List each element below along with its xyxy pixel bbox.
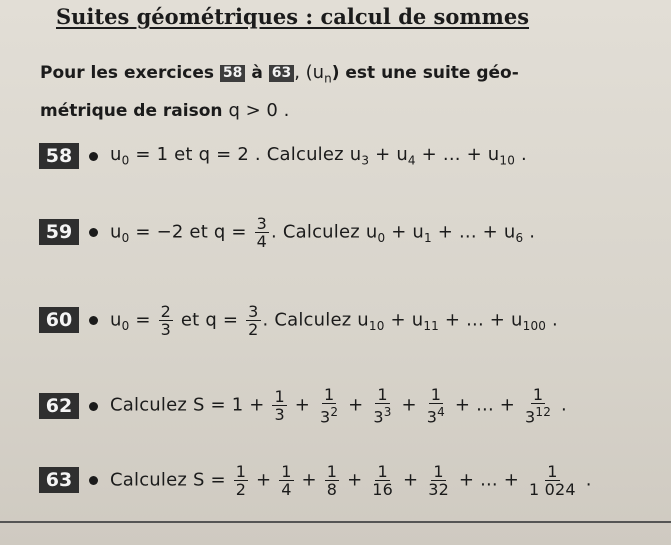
exercise-62 [39,382,567,430]
exercise-ref-badge: 63 [269,65,294,82]
fraction: $\frac{1}{1 024}$ [529,461,576,499]
bullet-icon [89,402,98,411]
ratio-condition: q > 0 . [228,99,290,121]
fraction: $\frac{1}{8}$ [326,461,338,499]
fraction: $\frac{1}{3^2}$ [320,385,339,427]
exercise-number-badge: 63 [39,467,79,493]
bullet-icon [89,316,98,325]
fraction: $\frac{1}{3^3}$ [373,385,392,427]
fraction: $\frac{2}{3}$ [160,301,171,339]
sequence-symbol: , ($u_n$ [294,62,332,86]
intro-line-1 [40,57,660,95]
fraction: $\frac{1}{3^4}$ [426,385,445,427]
intro-text: à [251,63,263,83]
page-title: Suites géométriques : calcul de sommes [56,4,530,29]
fraction: $\frac{1}{32}$ [428,461,449,499]
bullet-icon [89,152,98,161]
intro-text: Pour les exercices [40,63,214,83]
fraction: $\frac{1}{2}$ [235,461,247,499]
fraction: $\frac{1}{3}$ [274,387,285,425]
exercise-number-badge: 60 [39,307,79,333]
fraction: $\frac{3}{2}$ [248,301,259,339]
intro-line-2 [40,95,660,127]
bullet-icon [89,476,98,485]
intro-paragraph [40,57,660,127]
fraction: $\frac{1}{4}$ [281,461,292,499]
fraction: $\frac{3}{4}$ [256,213,268,251]
exercise-63 [39,456,592,504]
intro-text: ) est une suite géo- [331,63,519,83]
exercise-number-badge: 58 [39,143,79,169]
exercise-58 [39,132,527,180]
intro-text: métrique de raison [40,100,223,121]
bottom-divider [0,521,671,523]
exercise-statement: Calculez S = 1 + $\frac{1}{3}$ + $\frac{1}{3^2}$ + $\frac{1}{3^3}$ + $\frac{1}{3^4}$ + ... + $\frac{1}{3^{12}}$ . [110,385,567,427]
bullet-icon [89,228,98,237]
exercise-statement: $u_0$ = $\frac{2}{3}$ et q = $\frac{3}{2}$ . Calculez $u_{10} + u_{11}$ + ... + $u_{100}$ . [110,301,558,339]
exercise-statement: $u_0 = 1$ et q = 2 . Calculez $u_3 + u_4$ + ... + $u_{10}$ . [110,144,527,168]
exercise-ref-badge: 58 [220,65,245,82]
exercise-60 [39,296,558,344]
exercise-number-badge: 62 [39,393,79,419]
fraction: $\frac{1}{16}$ [372,461,394,499]
exercise-statement: $u_0 = -2$ et q = $\frac{3}{4}$ . Calculez $u_0 + u_1$ + ... + $u_6$ . [110,213,536,251]
fraction: $\frac{1}{3^{12}}$ [525,385,552,427]
exercise-59 [39,208,535,256]
exercise-statement: Calculez S = $\frac{1}{2}$ + $\frac{1}{4}$ + $\frac{1}{8}$ + $\frac{1}{16}$ + $\frac{1}{32}$ + ... + $\frac{1}{1 024}$ . [110,461,592,499]
exercise-number-badge: 59 [39,219,79,245]
